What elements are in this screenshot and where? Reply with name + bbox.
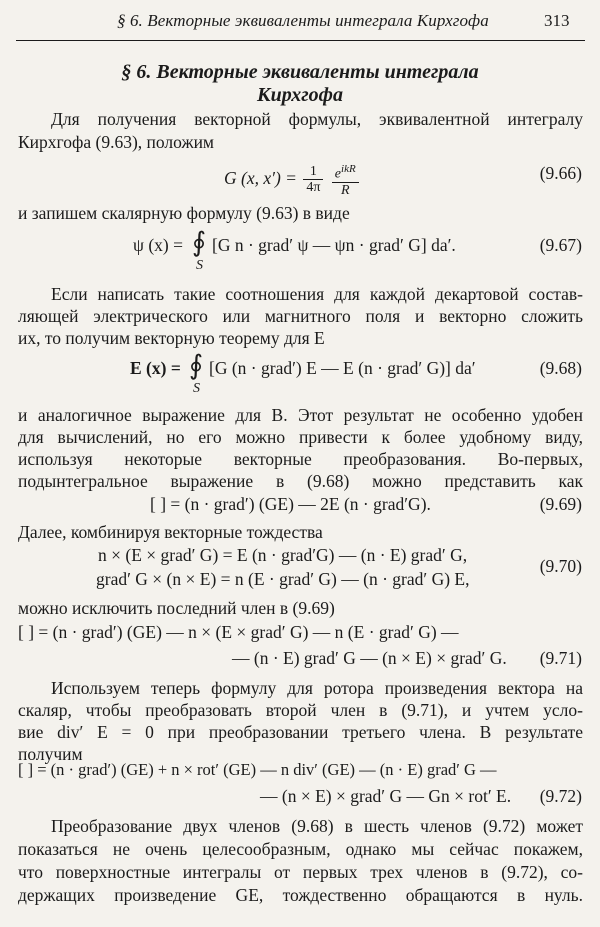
- eq968-body: [G (n · grad′) E — E (n · grad′ G)] da′: [209, 358, 476, 378]
- eq971-row1: [ ] = (n · grad′) (GE) — n × (E × grad′ G) — n (E · grad′ G) —: [18, 622, 459, 642]
- eq967-lhs: ψ (x) =: [133, 235, 183, 255]
- section-title-line2: Кирхгофа: [257, 84, 343, 106]
- para4-line3: используя некоторые векторные преобразования. Во-первых,: [18, 449, 583, 469]
- contour-integral-icon: ∮: [189, 350, 204, 380]
- eq969-number: (9.69): [539, 494, 582, 514]
- para7-line4: получим: [18, 744, 83, 764]
- eq970-row2: grad′ G × (n × E) = n (E · grad′ G) — (n · grad′ G) E,: [96, 569, 470, 589]
- para7-line3: вие div′ E = 0 при преобразовании третьего члена. В результате: [18, 722, 583, 742]
- para8-line1: Преобразование двух членов (9.68) в шесть членов (9.72) может: [51, 816, 583, 836]
- eq972-number: (9.72): [539, 786, 582, 806]
- para8-line3: что поверхностные интегралы от первых трех членов в (9.72), со-: [18, 862, 583, 882]
- para8-line4: держащих произведение GE, тождественно обращаются в нуль.: [18, 885, 583, 905]
- para2-line1: и запишем скалярную формулу (9.63) в виде: [18, 203, 350, 223]
- para3-line2: ляющей электрического или магнитного поля и векторно сложить: [18, 306, 583, 326]
- eq966-number: (9.66): [539, 163, 582, 183]
- para3-line3: их, то получим векторную теорему для E: [18, 328, 325, 348]
- para4-line2: для вычислений, но его можно привести к более удобному виду,: [18, 427, 583, 447]
- eq972-row1: [ ] = (n · grad′) (GE) + n × rot′ (GE) — n div′ (GE) — (n · E) grad′ G —: [18, 760, 497, 779]
- para3-line1: Если написать такие соотношения для каждой декартовой состав-: [51, 284, 583, 304]
- page-header: [0, 0, 600, 44]
- para8-line2: показаться не очень целесообразным, однако мы сейчас покажем,: [18, 839, 583, 859]
- para6-line1: можно исключить последний член в (9.69): [18, 598, 335, 618]
- equation-9-66: [224, 162, 361, 198]
- para4-line1: и аналогичное выражение для B. Этот результат не особенно удобен: [18, 405, 583, 425]
- eq972-row2: — (n × E) × grad′ G — Gn × rot′ E.: [260, 786, 512, 806]
- para4-line4: подынтегральное выражение в (9.68) можно представить как: [18, 471, 583, 491]
- para5-line1: Далее, комбинируя векторные тождества: [18, 522, 323, 542]
- eq967-number: (9.67): [539, 235, 582, 255]
- para7-line2: скаляр, чтобы преобразовать второй член в (9.71), и учтем усло-: [18, 700, 583, 720]
- header-rule: [16, 40, 585, 41]
- eq971-row2: — (n · E) grad′ G — (n × E) × grad′ G.: [232, 648, 507, 668]
- eq968-number: (9.68): [539, 358, 582, 378]
- contour-integral-icon: ∮: [192, 227, 207, 257]
- section-title-line1: § 6. Векторные эквиваленты интеграла: [121, 61, 479, 83]
- para1-line2: Кирхгофа (9.63), положим: [18, 132, 215, 152]
- eq970-row1: n × (E × grad′ G) = E (n · grad′G) — (n · E) grad′ G,: [98, 545, 468, 565]
- para7-line1: Используем теперь формулу для ротора произведения вектора на: [51, 678, 583, 698]
- running-title: § 6. Векторные эквиваленты интеграла Кирхгофа: [117, 11, 489, 30]
- eq969-body: [ ] = (n · grad′) (GE) — 2E (n · grad′G).: [150, 494, 431, 514]
- eq966-lhs: G (x, x′) =: [224, 167, 297, 188]
- eq967-body: [G n · grad′ ψ — ψn · grad′ G] da′.: [212, 235, 456, 255]
- eq966-fraction-2: $\frac{e^{ikR}}{R}$: [332, 162, 359, 198]
- para1-line1: Для получения векторной формулы, эквивалентной интегралу: [51, 109, 583, 129]
- eq970-number: (9.70): [539, 556, 582, 576]
- eq968-domain: S: [193, 381, 200, 396]
- eq966-fraction-1: $\frac{1}{4\pi}$: [303, 164, 323, 195]
- eq968-lhs: E (x) =: [130, 358, 181, 378]
- eq971-number: (9.71): [539, 648, 582, 668]
- eq967-domain: S: [196, 258, 203, 273]
- page-number: 313: [544, 11, 570, 30]
